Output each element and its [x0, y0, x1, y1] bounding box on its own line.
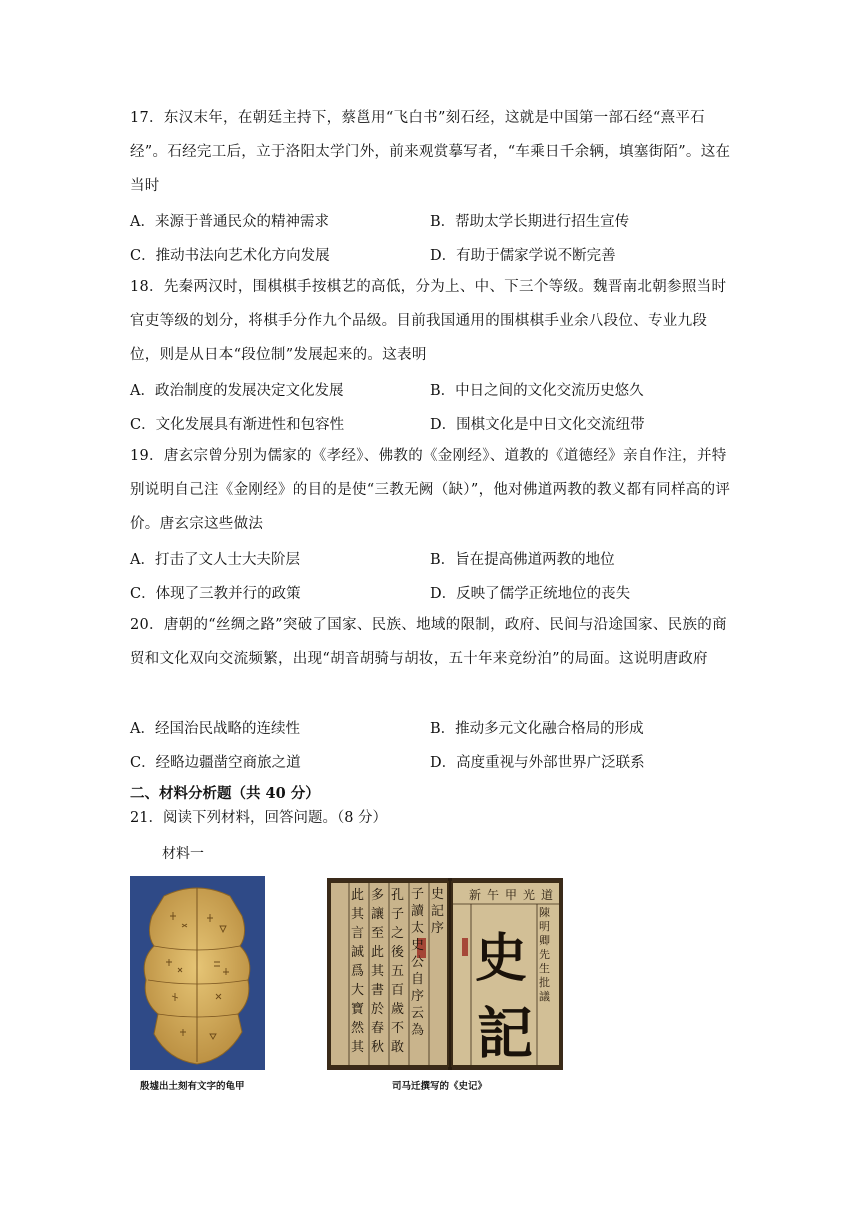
book-column-2: 史記序 — [431, 887, 445, 936]
material-label: 材料一 — [162, 846, 204, 862]
book-title-char-2: 記 — [477, 1001, 533, 1067]
q17-option-d: D．有助于儒家学说不断完善 — [430, 248, 616, 264]
q20-option-c: C．经略边疆凿空商旅之道 — [130, 755, 301, 771]
q17-stem: 17．东汉末年，在朝廷主持下，蔡邕用“飞白书”刻石经，这就是中国第一部石经“熹平石经”。石经完工后，立于洛阳太学门外，前来观赏摹写者，“车乘日千余辆，填塞街陌”。这在当时 — [130, 110, 731, 194]
q19-option-a: A．打击了文人士大夫阶层 — [130, 552, 300, 568]
q18-option-b: B．中日之间的文化交流历史悠久 — [430, 383, 644, 399]
book-column-5: 多讓至此其書於春秋 — [371, 888, 385, 1055]
oracle-bone-caption: 殷墟出土刻有文字的龟甲 — [140, 1081, 245, 1092]
book-column-1: 陳明卿先生批議 — [539, 906, 550, 1003]
q17-option-c: C．推动书法向艺术化方向发展 — [130, 248, 330, 264]
book-column-4: 孔子之後五百歲不敢 — [391, 888, 405, 1055]
q20-option-b: B．推动多元文化融合格局的形成 — [430, 721, 644, 737]
oracle-bone-image — [130, 876, 265, 1070]
shiji-book-image — [327, 878, 563, 1070]
shiji-caption: 司马迁撰写的《史记》 — [392, 1081, 488, 1092]
q19-option-b: B．旨在提高佛道两教的地位 — [430, 552, 615, 568]
q18-stem: 18．先秦两汉时，围棋棋手按棋艺的高低，分为上、中、下三个等级。魏晋南北朝参照当时官吏等级的划分，将棋手分作九个品级。目前我国通用的围棋棋手业余八段位、专业九段位，则是从日本“段位制”发展起来的。这表明 — [130, 279, 727, 363]
q19-stem: 19．唐玄宗曾分别为儒家的《孝经》、佛教的《金刚经》、道教的《道德经》亲自作注，并特别说明自己注《金刚经》的目的是使“三教无阙（缺）”，他对佛道两教的教义都有同样高的评价。唐玄宗这些做法 — [130, 448, 731, 532]
q17-option-b: B．帮助太学长期进行招生宣传 — [430, 214, 630, 230]
q20-option-d: D．高度重视与外部世界广泛联系 — [430, 755, 645, 771]
section-heading: 二、材料分析题（共 40 分） — [130, 785, 320, 802]
book-top-right-text: 道光甲午新 — [468, 888, 559, 902]
q17-option-a: A．来源于普通民众的精神需求 — [130, 214, 329, 230]
q21-intro: 21．阅读下列材料，回答问题。（8 分） — [130, 810, 388, 826]
q19-option-c: C．体现了三教并行的政策 — [130, 586, 301, 602]
book-title-char-1: 史 — [475, 928, 528, 989]
q19-option-d: D．反映了儒学正统地位的丧失 — [430, 586, 631, 602]
book-column-6: 此其言誠爲大寶然其 — [351, 888, 365, 1055]
turtle-shell-icon — [130, 876, 265, 1070]
q20-option-a: A．经国治民战略的连续性 — [130, 721, 300, 737]
q20-stem: 20．唐朝的“丝绸之路”突破了国家、民族、地域的限制，政府、民间与沿途国家、民族的商贸和文化双向交流频繁，出现“胡音胡骑与胡妆，五十年来竞纷泊”的局面。这说明唐政府 — [130, 617, 727, 667]
book-column-3: 子讀太史公自序云為 — [411, 887, 425, 1038]
q18-option-d: D．围棋文化是中日文化交流纽带 — [430, 417, 645, 433]
q18-option-a: A．政治制度的发展决定文化发展 — [130, 383, 344, 399]
q18-option-c: C．文化发展具有渐进性和包容性 — [130, 417, 345, 433]
